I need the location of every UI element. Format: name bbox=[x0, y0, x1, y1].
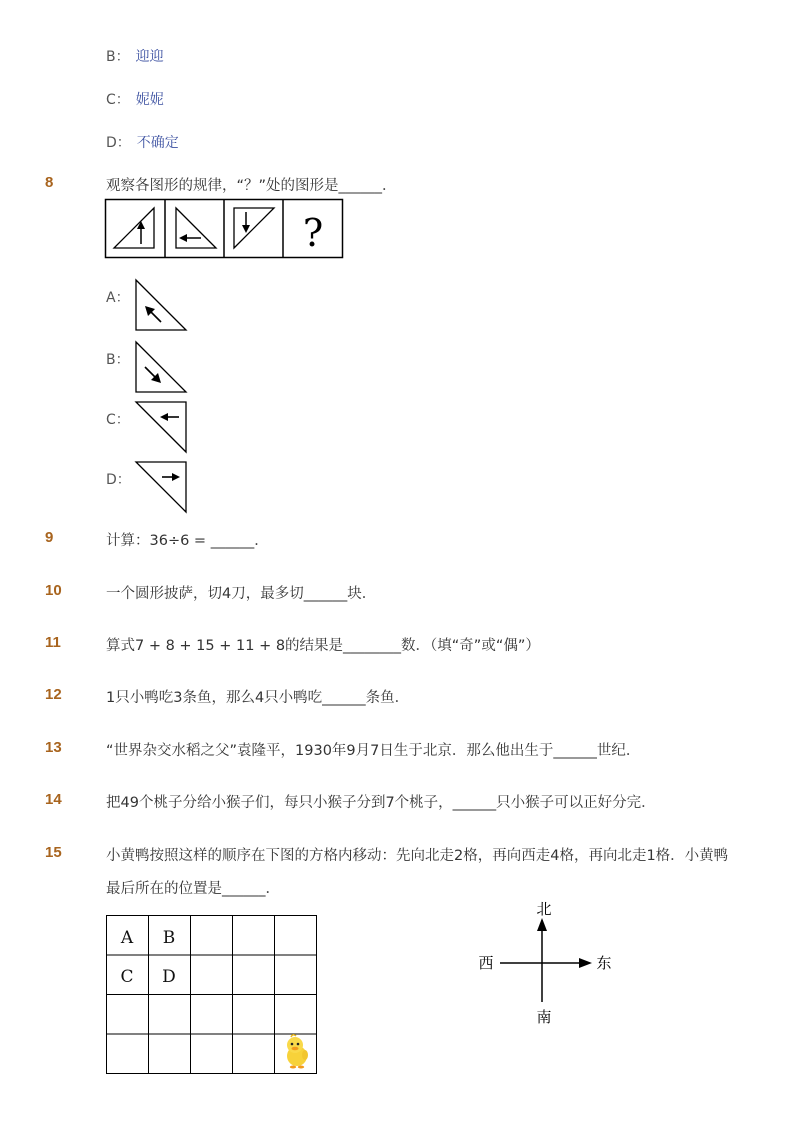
north-arrow-icon bbox=[537, 918, 547, 931]
yellow-duck-icon bbox=[287, 1035, 308, 1069]
compass-diagram bbox=[470, 898, 620, 1028]
question-number: 9 bbox=[45, 529, 54, 546]
question-text: 观察各图形的规律，“？”处的图形是______． bbox=[106, 178, 397, 194]
option-text: 不确定 bbox=[136, 135, 179, 151]
question-number: 8 bbox=[45, 174, 54, 191]
question-text: “世界杂交水稻之父”袁隆平，1930年9月7日生于北京．那么他出生于______世纪． bbox=[106, 743, 641, 759]
position-grid bbox=[105, 914, 319, 1076]
option-text: 妮妮 bbox=[135, 92, 164, 108]
option-label: D： bbox=[106, 135, 131, 151]
sequence-triangle-3 bbox=[234, 208, 274, 248]
q7-option-c bbox=[106, 89, 164, 109]
question-number: 15 bbox=[45, 844, 62, 861]
sequence-triangle-1 bbox=[114, 208, 154, 248]
option-c-figure bbox=[134, 400, 190, 455]
compass-east-label: 东 bbox=[596, 954, 612, 972]
q7-option-d bbox=[106, 132, 179, 152]
option-a-figure bbox=[134, 278, 190, 333]
question-text-line1: 小黄鸭按照这样的顺序在下图的方格内移动：先向北走2格，再向西走4格，再向北走1格．小黄鸭 bbox=[106, 848, 729, 864]
question-text: 计算：36÷6 = ______． bbox=[106, 533, 269, 549]
grid-label-b: B bbox=[162, 928, 176, 948]
question-number: 11 bbox=[45, 634, 61, 651]
grid-label-d: D bbox=[162, 967, 176, 987]
question-number: 12 bbox=[45, 686, 62, 703]
option-label-c: C： bbox=[106, 412, 130, 428]
option-label-d: D： bbox=[106, 472, 131, 488]
option-label-a: A： bbox=[106, 290, 130, 306]
question-text: 把49个桃子分给小猴子们，每只小猴子分到7个桃子，______只小猴子可以正好分完． bbox=[106, 795, 656, 811]
q7-option-b bbox=[106, 46, 164, 66]
question-text: 一个圆形披萨，切4刀，最多切______块． bbox=[106, 586, 377, 602]
question-number: 14 bbox=[45, 791, 62, 808]
question-mark: ? bbox=[302, 211, 324, 255]
question-number: 10 bbox=[45, 582, 62, 599]
option-label: B： bbox=[106, 49, 130, 65]
pattern-sequence-figure bbox=[104, 198, 344, 260]
grid-label-c: C bbox=[120, 967, 134, 987]
option-label: C： bbox=[106, 92, 130, 108]
question-text: 算式7 + 8 + 15 + 11 + 8的结果是________数．（填“奇”或“偶”） bbox=[106, 638, 540, 654]
sequence-triangle-2 bbox=[176, 208, 216, 248]
question-text-line2: 最后所在的位置是______． bbox=[106, 881, 280, 897]
question-number: 13 bbox=[45, 739, 62, 756]
option-b-figure bbox=[134, 340, 190, 395]
option-d-figure bbox=[134, 460, 190, 515]
grid-label-a: A bbox=[120, 928, 134, 948]
east-arrow-icon bbox=[579, 958, 592, 968]
option-text: 迎迎 bbox=[135, 49, 164, 65]
compass-west-label: 西 bbox=[478, 954, 494, 972]
compass-north-label: 北 bbox=[536, 900, 552, 918]
compass-south-label: 南 bbox=[536, 1008, 552, 1026]
question-text: 1只小鸭吃3条鱼，那么4只小鸭吃______条鱼． bbox=[106, 690, 410, 706]
option-label-b: B： bbox=[106, 352, 130, 368]
